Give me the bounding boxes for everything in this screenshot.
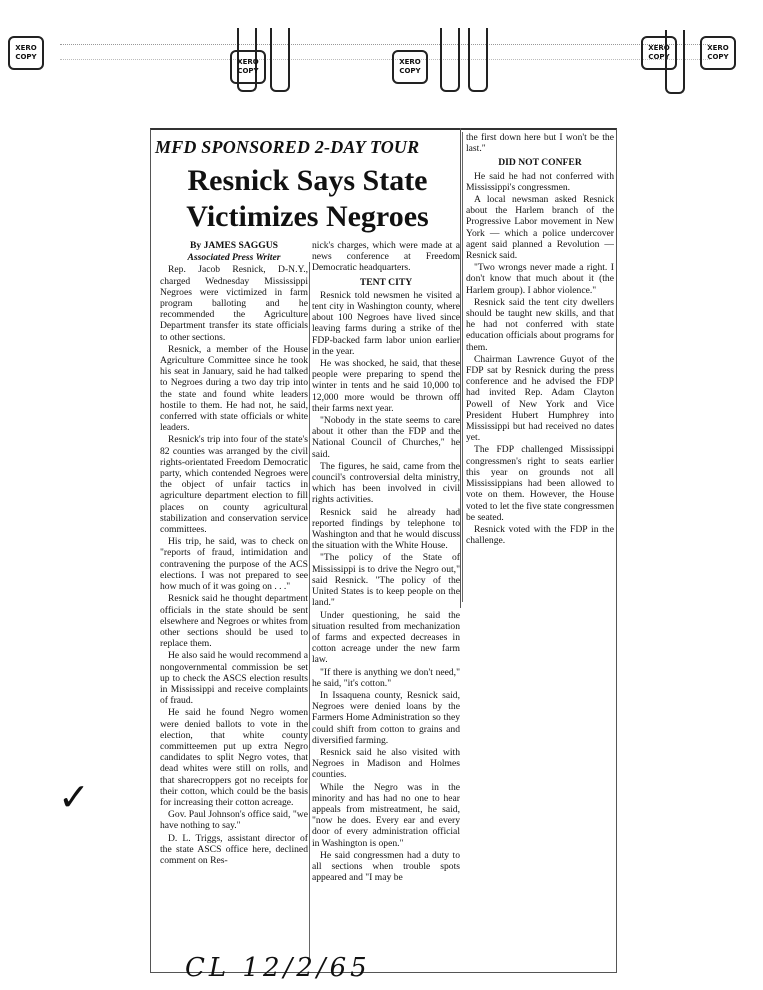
paragraph: Resnick said he already had reported findings by telephone to Washington and that he would discuss the situation with the White House.: [312, 506, 460, 552]
xero-copy-stamp-center: XERO COPY: [392, 50, 428, 84]
handwritten-checkmark: ✓: [58, 775, 90, 819]
paragraph: nick's charges, which were made at a news conference at Freedom Democratic headquarters.: [312, 240, 460, 274]
handwritten-date-note: CL 12/2/65: [185, 953, 371, 983]
subhead-tent-city: TENT CITY: [359, 276, 413, 288]
paragraph: Resnick's trip into four of the state's 82 counties was arranged by the civil rights-orientated Freedom Democratic party, which contended Negroes were the object of unfair tactics in agriculture department election to fill places on county agricultural stabilization and conservation service committees.: [160, 434, 308, 536]
paragraph: Chairman Lawrence Guyot of the FDP sat by Resnick during the press conference and he advised the FDP had invited Rep. Adam Clayton Powell of New York and Vice President Hubert Humphrey into Mississippi but had received no dates yet.: [466, 353, 614, 444]
xero-copy-stamp-left: XERO COPY: [8, 36, 44, 70]
paragraph: The figures, he said, came from the council's controversial delta ministry, which has been involved in civil rights activities.: [312, 460, 460, 506]
paragraph: The FDP challenged Mississippi congressmen's right to seats earlier this year on grounds not all Mississippians had been allowed to vote on them. However, the House voted to let the five state congressmen be seated.: [466, 444, 614, 523]
binder-clip-center: [440, 28, 460, 92]
binder-clip-center-b: [468, 28, 488, 92]
subhead-did-not-confer: DID NOT CONFER: [498, 157, 582, 169]
paragraph: In Issaquena county, Resnick said, Negroes were denied loans by the Farmers Home Administration so they could shift from cotton to grains and diversified farming.: [312, 689, 460, 746]
paragraph: While the Negro was in the minority and has had no one to hear appeals from mistreatment, he said, "now he does. Every ear and every door of every administration official in Washington is open.": [312, 781, 460, 849]
copy-header-noise: [60, 44, 710, 60]
xero-copy-stamp-far-right: XERO COPY: [700, 36, 736, 70]
paragraph: Resnick said he also visited with Negroes in Madison and Holmes counties.: [312, 746, 460, 781]
paragraph: "If there is anything we don't need," he said, "it's cotton.": [312, 666, 460, 689]
column-rule-2: [462, 132, 463, 602]
binder-clip-left-b: [270, 28, 290, 92]
paragraph: Resnick told newsmen he visited a tent city in Washington county, where about 100 Negroes have lived since leaving farms during a strike of the FDP-backed farm labor union earlier in the year.: [312, 289, 460, 357]
paragraph: Resnick said he thought department officials in the state should be sent elsewhere and Negroes or whites from other sections should be used to replace them.: [160, 593, 308, 650]
paragraph: His trip, he said, was to check on "reports of fraud, intimidation and contravening the purpose of the ACS elections. I was not prepared to see how much of it was going on . . .": [160, 536, 308, 593]
paragraph: He was shocked, he said, that these people were preparing to spend the winter in tents and he said 10,000 to 12,000 more would be thrown off their farms next year.: [312, 358, 460, 414]
headline-line-1: Resnick Says State: [187, 164, 428, 197]
kicker-headline: MFD SPONSORED 2-DAY TOUR: [155, 137, 420, 157]
paragraph: Resnick voted with the FDP in the challenge.: [466, 523, 614, 547]
paragraph: Rep. Jacob Resnick, D-N.Y., charged Wednesday Mississippi Negroes were victimized in farm program balloting and he recommended the Agriculture Department transfer its state officials to other sections.: [160, 264, 308, 343]
paragraph: He also said he would recommend a nongovernmental commission be set up to check the ASCS election results in Mississippi and receive complaints of fraud.: [160, 650, 308, 707]
byline-author: By JAMES SAGGUS: [190, 240, 278, 251]
xero-copy-stamp-mid: XERO COPY: [230, 50, 266, 84]
paragraph: "The policy of the State of Mississippi is to drive the Negro out," said Resnick. "The policy of the United States is to keep people on the land.": [312, 552, 460, 609]
column-3: [466, 132, 614, 602]
column-2: [312, 240, 460, 970]
paragraph: Under questioning, he said the situation resulted from mechanization of farms and expected decreases in cotton acreage under the new farm law.: [312, 609, 460, 666]
paragraph: "Two wrongs never made a right. I don't know that much about it (the Harlem group). I abhor violence.": [466, 262, 614, 296]
paragraph: Resnick, a member of the House Agriculture Committee since he took his seat in January, said he had talked to Negroes during a two day trip into the state and found white leaders hostile to them. He had not, he said, conferred with state officials or white leaders.: [160, 343, 308, 434]
paragraph: He said he had not conferred with Mississippi's congressmen.: [466, 170, 614, 193]
paragraph: Resnick said the tent city dwellers should be taught new skills, and that he had not conferred with state education officials about programs for them.: [466, 296, 614, 353]
xero-copy-stamp-right: XERO COPY: [641, 36, 677, 70]
column-rule-1: [309, 262, 310, 962]
paragraph: Gov. Paul Johnson's office said, "we have nothing to say.": [160, 809, 308, 832]
byline-agency: Associated Press Writer: [187, 252, 281, 264]
binder-clip-right: [665, 30, 685, 94]
paragraph: the first down here but I won't be the last.": [466, 132, 614, 155]
paragraph: He said he found Negro women were denied ballots to vote in the election, that white county committeemen put up extra Negro candidates to split Negro votes, that dead whites were still on rolls, and that sharecroppers got no receipts for their cotton, which could be the basis for increasing their cotton acreage.: [160, 707, 308, 808]
column-1: [160, 240, 308, 970]
paragraph: "Nobody in the state seems to care about it other than the FDP and the National Council of Churches," he said.: [312, 415, 460, 460]
main-headline: [160, 163, 455, 235]
paragraph: A local newsman asked Resnick about the Harlem branch of the Progressive Labor movement in New York — which a police undercover agent said planned a Revolution — Resnick said.: [466, 194, 614, 262]
paragraph: He said congressmen had a duty to all sections when trouble spots appeared and "I may be: [312, 849, 460, 884]
paragraph: D. L. Triggs, assistant director of the state ASCS office here, declined comment on Res-: [160, 832, 308, 866]
headline-line-2: Victimizes Negroes: [186, 200, 429, 233]
